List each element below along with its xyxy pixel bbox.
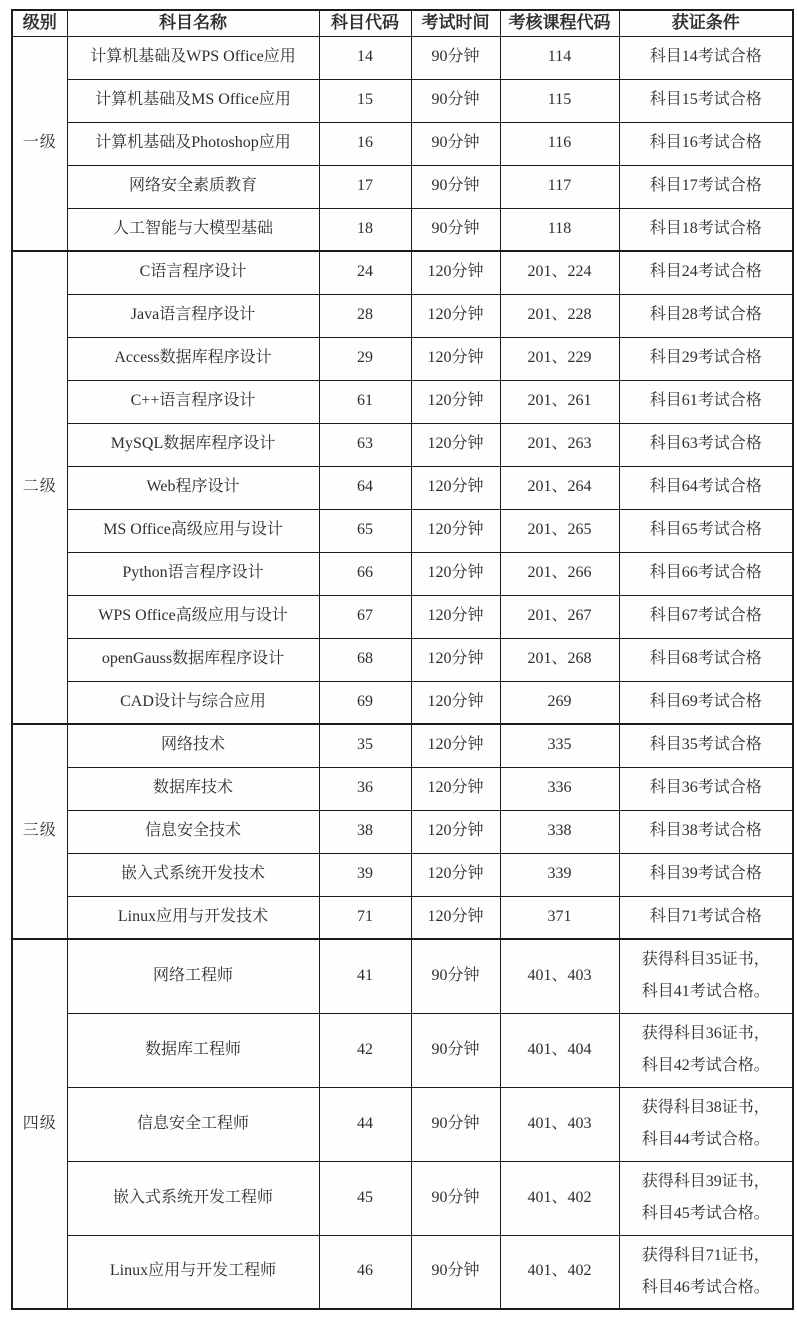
cell-subject-code: 67 [319,595,411,638]
column-header-subject-name: 科目名称 [67,10,319,36]
cell-subject-name: C语言程序设计 [67,251,319,294]
cell-subject-name: WPS Office高级应用与设计 [67,595,319,638]
cell-certificate-condition [619,1161,793,1235]
table-row [12,767,793,810]
cell-course-codes: 201、224 [500,251,619,294]
cell-certificate-condition: 科目16考试合格 [619,122,793,165]
table-row [12,810,793,853]
cell-course-codes: 114 [500,36,619,79]
table-row [12,1087,793,1161]
table-row [12,939,793,1013]
cell-exam-duration: 120分钟 [411,896,500,939]
table-row [12,337,793,380]
cell-course-codes: 201、267 [500,595,619,638]
cell-certificate-condition: 科目64考试合格 [619,466,793,509]
cell-certificate-condition: 科目15考试合格 [619,79,793,122]
cell-certificate-condition: 科目17考试合格 [619,165,793,208]
table-row [12,122,793,165]
cell-course-codes: 401、403 [500,1087,619,1161]
cell-exam-duration: 120分钟 [411,595,500,638]
cell-subject-name: Linux应用与开发技术 [67,896,319,939]
column-header-certificate-condition: 获证条件 [619,10,793,36]
cell-exam-duration: 120分钟 [411,681,500,724]
cell-subject-code: 42 [319,1013,411,1087]
cell-subject-code: 41 [319,939,411,1013]
cell-exam-duration: 120分钟 [411,294,500,337]
cell-course-codes: 401、404 [500,1013,619,1087]
condition-line: 科目41考试合格。 [641,983,770,1001]
cell-course-codes: 201、263 [500,423,619,466]
cell-exam-duration: 120分钟 [411,724,500,767]
cell-subject-name: Python语言程序设计 [67,552,319,595]
table-row [12,724,793,767]
cell-subject-name: 网络工程师 [67,939,319,1013]
cell-course-codes: 201、229 [500,337,619,380]
cell-certificate-condition [619,1235,793,1309]
cell-exam-duration: 120分钟 [411,853,500,896]
cell-exam-duration: 90分钟 [411,208,500,251]
cell-subject-name: 嵌入式系统开发技术 [67,853,319,896]
table-row [12,509,793,552]
cell-subject-name: Access数据库程序设计 [67,337,319,380]
condition-line: 科目42考试合格。 [641,1057,770,1074]
cell-subject-name: 嵌入式系统开发工程师 [67,1161,319,1235]
cell-subject-code: 17 [319,165,411,208]
cell-course-codes: 201、265 [500,509,619,552]
cell-subject-code: 24 [319,251,411,294]
condition-line: 获得科目36证书， [641,1025,770,1042]
cell-exam-duration: 90分钟 [411,122,500,165]
table-row [12,1013,793,1087]
cell-course-codes: 201、264 [500,466,619,509]
cell-certificate-condition: 科目65考试合格 [619,509,793,552]
cell-course-codes: 269 [500,681,619,724]
cell-course-codes: 117 [500,165,619,208]
cell-exam-duration: 120分钟 [411,509,500,552]
cell-subject-code: 36 [319,767,411,810]
condition-line: 科目45考试合格。 [641,1205,770,1222]
cell-exam-duration: 120分钟 [411,337,500,380]
cell-subject-name: 计算机基础及MS Office应用 [67,79,319,122]
table-row [12,79,793,122]
table-row [12,552,793,595]
cell-subject-code: 71 [319,896,411,939]
condition-line: 科目44考试合格。 [641,1131,770,1148]
table-row [12,853,793,896]
cell-course-codes: 401、402 [500,1161,619,1235]
cell-subject-code: 18 [319,208,411,251]
cell-subject-code: 69 [319,681,411,724]
cell-exam-duration: 90分钟 [411,1087,500,1161]
cell-exam-duration: 120分钟 [411,251,500,294]
table-row [12,896,793,939]
cell-exam-duration: 120分钟 [411,638,500,681]
table-row [12,1235,793,1309]
condition-line: 获得科目71证书， [641,1246,770,1264]
table-body [12,36,793,1309]
cell-certificate-condition: 科目29考试合格 [619,337,793,380]
cell-certificate-condition: 科目28考试合格 [619,294,793,337]
cell-exam-duration: 120分钟 [411,552,500,595]
level-cell: 二级 [12,251,67,724]
cell-subject-name: 信息安全工程师 [67,1087,319,1161]
cell-exam-duration: 120分钟 [411,810,500,853]
column-header-subject-code: 科目代码 [319,10,411,36]
cell-exam-duration: 90分钟 [411,1013,500,1087]
cell-subject-name: Web程序设计 [67,466,319,509]
table-row [12,681,793,724]
cell-subject-name: MySQL数据库程序设计 [67,423,319,466]
table-row [12,466,793,509]
cell-subject-code: 35 [319,724,411,767]
cell-subject-code: 63 [319,423,411,466]
cell-certificate-condition: 科目14考试合格 [619,36,793,79]
cell-certificate-condition: 科目39考试合格 [619,853,793,896]
cell-certificate-condition: 科目71考试合格 [619,896,793,939]
cell-subject-name: 计算机基础及WPS Office应用 [67,36,319,79]
cell-certificate-condition: 科目69考试合格 [619,681,793,724]
cell-exam-duration: 120分钟 [411,767,500,810]
cell-subject-name: openGauss数据库程序设计 [67,638,319,681]
cell-course-codes: 118 [500,208,619,251]
cell-subject-name: Java语言程序设计 [67,294,319,337]
cell-course-codes: 115 [500,79,619,122]
cell-subject-code: 45 [319,1161,411,1235]
cell-certificate-condition: 科目35考试合格 [619,724,793,767]
condition-line: 获得科目39证书， [641,1173,770,1190]
table-row [12,595,793,638]
cell-subject-name: 网络技术 [67,724,319,767]
cell-certificate-condition: 科目38考试合格 [619,810,793,853]
cell-course-codes: 339 [500,853,619,896]
table-row [12,208,793,251]
level-cell: 四级 [12,939,67,1309]
table-row [12,294,793,337]
cell-subject-name: CAD设计与综合应用 [67,681,319,724]
cell-subject-name: C++语言程序设计 [67,380,319,423]
cell-subject-code: 16 [319,122,411,165]
column-header-exam-duration: 考试时间 [411,10,500,36]
cell-certificate-condition [619,1087,793,1161]
cell-certificate-condition: 科目67考试合格 [619,595,793,638]
cell-certificate-condition: 科目24考试合格 [619,251,793,294]
cell-subject-name: Linux应用与开发工程师 [67,1235,319,1309]
cell-course-codes: 201、261 [500,380,619,423]
cell-exam-duration: 120分钟 [411,423,500,466]
cell-course-codes: 401、402 [500,1235,619,1309]
cell-certificate-condition: 科目63考试合格 [619,423,793,466]
column-header-level: 级别 [12,10,67,36]
level-cell: 一级 [12,36,67,251]
cell-subject-code: 38 [319,810,411,853]
cell-subject-code: 44 [319,1087,411,1161]
cell-subject-code: 61 [319,380,411,423]
cell-subject-code: 15 [319,79,411,122]
cell-exam-duration: 120分钟 [411,380,500,423]
table-row [12,1161,793,1235]
cell-exam-duration: 90分钟 [411,79,500,122]
cell-exam-duration: 90分钟 [411,1161,500,1235]
cell-subject-name: 人工智能与大模型基础 [67,208,319,251]
cell-subject-code: 68 [319,638,411,681]
cell-course-codes: 201、268 [500,638,619,681]
cell-subject-code: 39 [319,853,411,896]
cell-subject-name: 信息安全技术 [67,810,319,853]
cell-course-codes: 336 [500,767,619,810]
cell-subject-code: 64 [319,466,411,509]
cell-subject-name: MS Office高级应用与设计 [67,509,319,552]
table-row [12,380,793,423]
column-header-course-codes: 考核课程代码 [500,10,619,36]
cell-exam-duration: 90分钟 [411,939,500,1013]
cell-certificate-condition [619,939,793,1013]
cell-subject-code: 28 [319,294,411,337]
table-row [12,638,793,681]
cell-certificate-condition [619,1013,793,1087]
condition-line: 获得科目38证书， [641,1099,770,1116]
cell-course-codes: 116 [500,122,619,165]
cell-subject-name: 计算机基础及Photoshop应用 [67,122,319,165]
table-row [12,165,793,208]
cell-subject-code: 29 [319,337,411,380]
condition-line: 科目46考试合格。 [641,1278,770,1296]
exam-subjects-table [11,9,794,1310]
cell-exam-duration: 120分钟 [411,466,500,509]
cell-certificate-condition: 科目66考试合格 [619,552,793,595]
cell-subject-code: 65 [319,509,411,552]
cell-exam-duration: 90分钟 [411,165,500,208]
cell-exam-duration: 90分钟 [411,36,500,79]
table-row [12,423,793,466]
cell-course-codes: 338 [500,810,619,853]
cell-certificate-condition: 科目36考试合格 [619,767,793,810]
cell-certificate-condition: 科目68考试合格 [619,638,793,681]
cell-certificate-condition: 科目61考试合格 [619,380,793,423]
cell-subject-name: 数据库工程师 [67,1013,319,1087]
cell-course-codes: 201、228 [500,294,619,337]
table-row [12,36,793,79]
cell-course-codes: 201、266 [500,552,619,595]
cell-exam-duration: 90分钟 [411,1235,500,1309]
cell-course-codes: 401、403 [500,939,619,1013]
cell-subject-name: 网络安全素质教育 [67,165,319,208]
cell-course-codes: 371 [500,896,619,939]
cell-subject-name: 数据库技术 [67,767,319,810]
cell-certificate-condition: 科目18考试合格 [619,208,793,251]
cell-subject-code: 66 [319,552,411,595]
cell-subject-code: 14 [319,36,411,79]
table-row [12,251,793,294]
cell-course-codes: 335 [500,724,619,767]
condition-line: 获得科目35证书， [641,951,770,969]
header-row [12,10,793,36]
level-cell: 三级 [12,724,67,939]
cell-subject-code: 46 [319,1235,411,1309]
